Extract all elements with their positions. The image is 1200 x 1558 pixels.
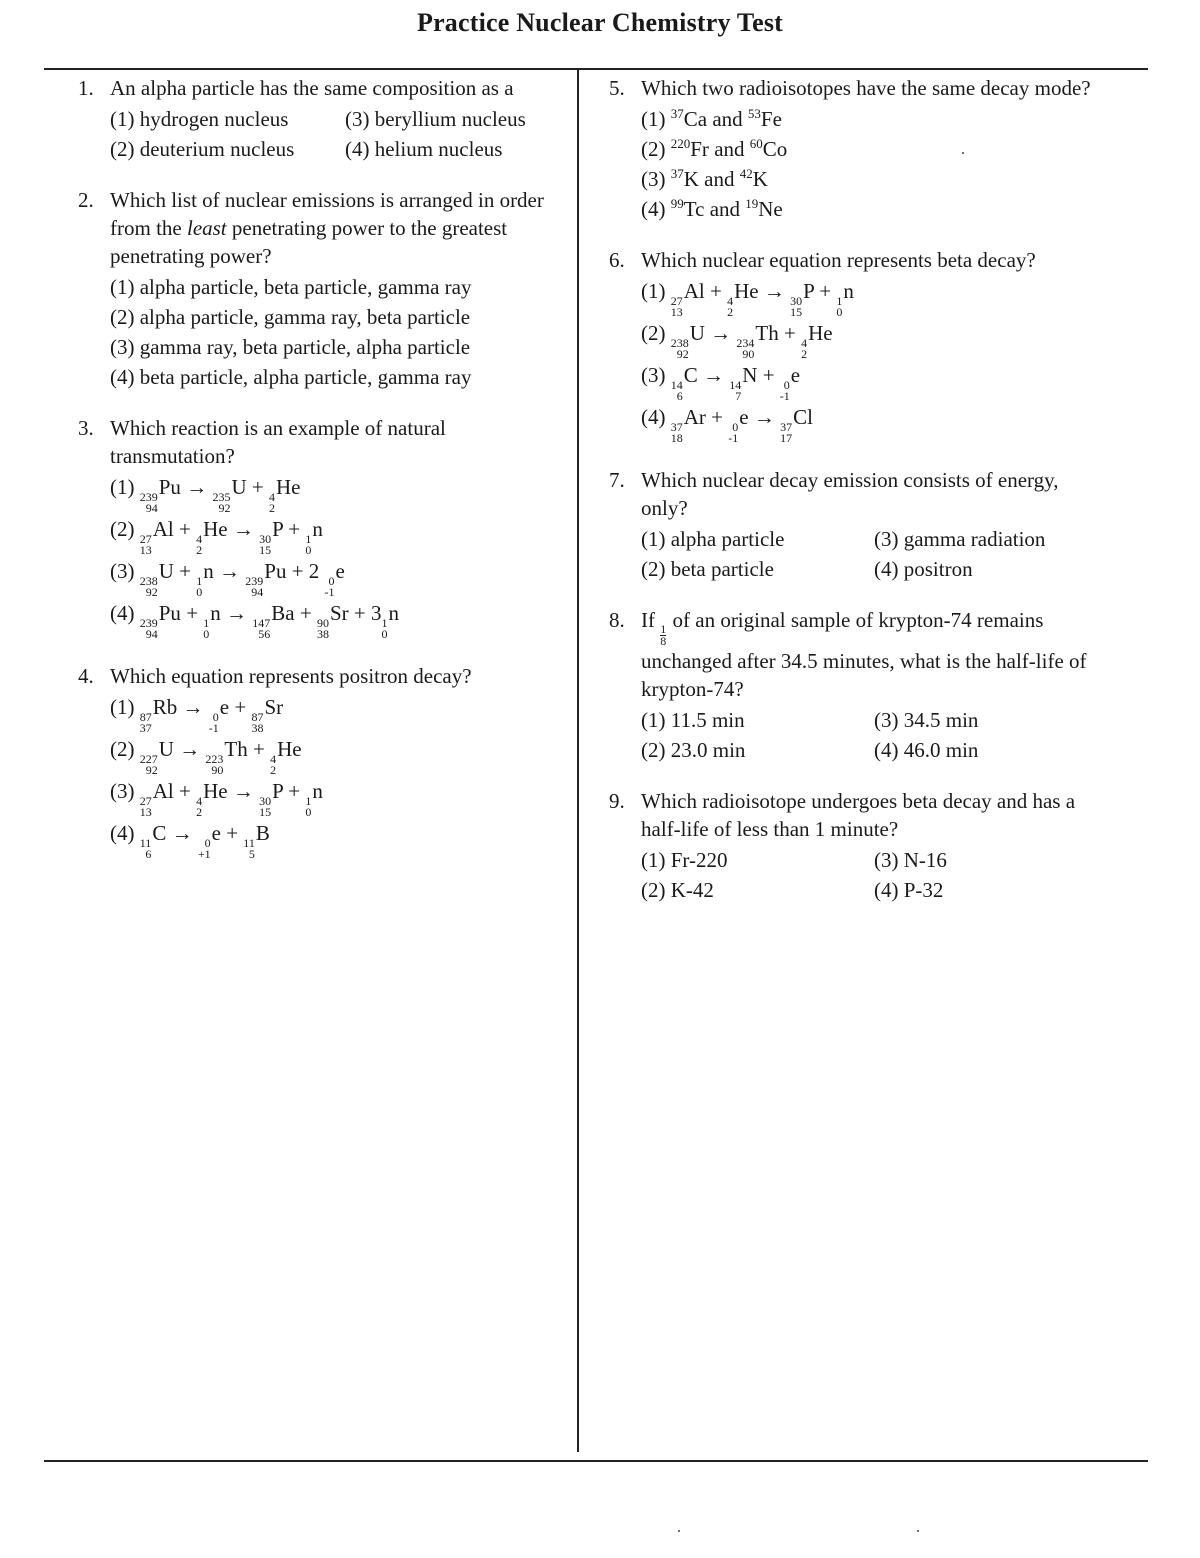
- question-number: 6.: [609, 248, 625, 272]
- answer-option: (1) hydrogen nucleus: [110, 107, 289, 131]
- question-3: [78, 414, 570, 640]
- isotope-notation: 1 0: [196, 574, 203, 599]
- isotope-notation: 234 90: [736, 336, 755, 361]
- option-label: (2): [110, 737, 135, 761]
- option-label: (3): [110, 559, 135, 583]
- answer-option: (2) K-42: [641, 878, 714, 902]
- question-number: 5.: [609, 76, 625, 100]
- element-symbol: He: [275, 475, 301, 499]
- answer-options: [641, 705, 1109, 765]
- question-7: [609, 466, 1109, 584]
- element-symbol: N: [742, 363, 758, 387]
- question-4: [78, 662, 570, 860]
- isotope-notation: 1 0: [305, 794, 312, 819]
- element-symbol: Sr: [264, 695, 284, 719]
- isotope-notation: 1 0: [305, 532, 312, 557]
- element-symbol: He: [808, 321, 833, 345]
- conjunction: and: [714, 137, 745, 161]
- option-label: (4): [110, 821, 135, 845]
- question-6: [609, 246, 1109, 444]
- mass-number: 37: [670, 106, 684, 121]
- answer-option: (1) 239 94 Pu → 235 92 U + 4 2 He: [110, 475, 301, 515]
- question-number: 7.: [609, 468, 625, 492]
- answer-option: (3) beryllium nucleus: [345, 107, 526, 131]
- element-symbol: U: [158, 559, 174, 583]
- isotope-notation: 14 7: [729, 378, 742, 403]
- question-text-part: of an original sample of krypton-74 remains unchanged after 34.5 minutes, what is the half-life of krypton-74?: [641, 608, 1087, 701]
- left-column: [78, 74, 570, 882]
- element-symbol: P: [272, 779, 283, 803]
- isotope-notation: 37 18: [670, 420, 683, 445]
- answer-option: (1) Fr-220: [641, 848, 728, 872]
- question-text-part: penetrating power to the greatest penetrating power?: [110, 216, 508, 268]
- mass-number: 60: [749, 136, 763, 151]
- isotope-notation: 87 37: [139, 710, 152, 735]
- isotope-notation: 0 -1: [324, 574, 335, 599]
- element-symbol: U: [231, 475, 247, 499]
- mass-number: 37: [670, 166, 684, 181]
- isotope-notation: 1 0: [203, 616, 210, 641]
- element-symbol: C: [683, 363, 698, 387]
- answer-option: (4) beta particle, alpha particle, gamma ray: [110, 365, 472, 389]
- isotope-notation: 4 2: [270, 752, 277, 777]
- question-number: 8.: [609, 608, 625, 632]
- question-text: Which radioisotope undergoes beta decay and has a half-life of less than 1 minute?: [641, 789, 1076, 841]
- answer-option: (2) beta particle: [641, 557, 774, 581]
- isotope-notation: 27 13: [139, 794, 152, 819]
- question-text-part: Which list of nuclear emissions is arranged in order from the: [110, 188, 544, 240]
- element-symbol: n: [843, 279, 854, 303]
- isotope-notation: 11 5: [243, 836, 255, 861]
- answer-option: (3) gamma ray, beta particle, alpha particle: [110, 335, 471, 359]
- isotope-notation: 0 +1: [197, 836, 211, 861]
- answer-option: (4) 37 18 Ar + 0 -1 e → 37 17 Cl: [641, 405, 813, 445]
- answer-options: [641, 276, 1109, 444]
- isotope-notation: 239 94: [139, 616, 158, 641]
- element-symbol: Pu: [158, 475, 181, 499]
- isotope-notation: 239 94: [245, 574, 264, 599]
- answer-option: (2) 23.0 min: [641, 738, 746, 762]
- element-symbol: K: [683, 167, 699, 191]
- question-text: Which equation represents positron decay?: [110, 664, 472, 688]
- answer-option: (1) 27 13 Al + 4 2 He → 30 15 P + 1 0 n: [641, 279, 854, 319]
- element-symbol: e: [790, 363, 801, 387]
- isotope-notation: 0 -1: [728, 420, 739, 445]
- element-symbol: C: [152, 821, 167, 845]
- answer-option: (2) 227 92 U → 223 90 Th + 4 2 He: [110, 737, 302, 777]
- conjunction: and: [709, 197, 741, 221]
- isotope-notation: 0 -1: [779, 378, 790, 403]
- element-symbol: He: [203, 517, 228, 541]
- element-symbol: n: [312, 779, 323, 803]
- isotope-notation: 30 15: [259, 794, 272, 819]
- isotope-notation: 37 17: [780, 420, 793, 445]
- scan-speck: [962, 152, 964, 154]
- mass-number: 19: [745, 196, 759, 211]
- element-symbol: B: [255, 821, 270, 845]
- isotope-notation: 90 38: [316, 616, 329, 641]
- coefficient: 2: [308, 559, 320, 583]
- question-number: 3.: [78, 416, 94, 440]
- answer-option: (4) P-32: [874, 878, 944, 902]
- element-symbol: U: [158, 737, 174, 761]
- option-label: (3): [641, 363, 666, 387]
- answer-option: (4) helium nucleus: [345, 137, 503, 161]
- question-5: [609, 74, 1109, 224]
- scan-speck: [678, 1530, 680, 1532]
- isotope-notation: 147 56: [252, 616, 271, 641]
- element-symbol: Al: [683, 279, 705, 303]
- element-symbol: e: [219, 695, 230, 719]
- isotope-notation: 235 92: [212, 490, 231, 515]
- element-symbol: He: [203, 779, 228, 803]
- element-symbol: Al: [152, 517, 174, 541]
- question-text: Which nuclear equation represents beta decay?: [641, 248, 1036, 272]
- element-symbol: Pu: [158, 601, 181, 625]
- question-1: [78, 74, 570, 164]
- option-label: (2): [641, 137, 666, 161]
- isotope-notation: 238 92: [670, 336, 689, 361]
- element-symbol: He: [734, 279, 759, 303]
- element-symbol: Rb: [152, 695, 178, 719]
- element-symbol: Cl: [793, 405, 813, 429]
- element-symbol: Ba: [271, 601, 295, 625]
- isotope-notation: 1 0: [381, 616, 388, 641]
- element-symbol: Th: [755, 321, 779, 345]
- right-column: [609, 74, 1109, 927]
- question-text: Which two radioisotopes have the same decay mode?: [641, 76, 1091, 100]
- isotope-notation: 4 2: [268, 490, 275, 515]
- answer-option: (2) alpha particle, gamma ray, beta particle: [110, 305, 471, 329]
- isotope-notation: 223 90: [205, 752, 224, 777]
- page-title: Practice Nuclear Chemistry Test: [416, 8, 783, 37]
- question-text-part: If: [641, 608, 661, 632]
- answer-option: [641, 104, 1109, 134]
- answer-option: (4) 11 6 C → 0 +1 e + 11 5 B: [110, 821, 270, 861]
- column-divider: [577, 70, 579, 1452]
- mass-number: 42: [739, 166, 753, 181]
- element-symbol: Pu: [264, 559, 287, 583]
- isotope-notation: 27 13: [139, 532, 152, 557]
- element-symbol: n: [210, 601, 221, 625]
- question-text: [641, 606, 1109, 703]
- question-number: 9.: [609, 789, 625, 813]
- isotope-notation: 0 -1: [208, 710, 219, 735]
- option-label: (4): [641, 405, 666, 429]
- coefficient: 3: [370, 601, 382, 625]
- element-symbol: Ne: [758, 197, 783, 221]
- isotope-notation: 27 13: [670, 294, 683, 319]
- conjunction: and: [712, 107, 743, 131]
- element-symbol: e: [739, 405, 749, 429]
- element-symbol: e: [335, 559, 345, 583]
- isotope-notation: 30 15: [790, 294, 803, 319]
- answer-option: (2) 238 92 U → 234 90 Th + 4 2 He: [641, 321, 833, 361]
- option-label: (2): [641, 321, 666, 345]
- option-label: (1): [641, 107, 666, 131]
- answer-option: [641, 194, 1109, 224]
- question-2: [78, 186, 570, 392]
- answer-option: (1) alpha particle: [641, 527, 785, 551]
- isotope-notation: 239 94: [139, 490, 158, 515]
- isotope-notation: 4 2: [727, 294, 734, 319]
- element-symbol: U: [689, 321, 705, 345]
- answer-options: [110, 272, 570, 392]
- question-number: 4.: [78, 664, 94, 688]
- scan-speck: [917, 1530, 919, 1532]
- answer-option: (3) 34.5 min: [874, 708, 979, 732]
- answer-option: (3) gamma radiation: [874, 527, 1046, 551]
- answer-options: [110, 104, 570, 164]
- answer-option: [641, 134, 1109, 164]
- answer-option: (4) 46.0 min: [874, 738, 979, 762]
- element-symbol: Sr: [329, 601, 349, 625]
- answer-option: (3) 14 6 C → 14 7 N + 0 -1 e: [641, 363, 801, 403]
- element-symbol: e: [211, 821, 221, 845]
- mass-number: 99: [670, 196, 684, 211]
- element-symbol: Co: [762, 137, 788, 161]
- option-label: (4): [110, 601, 135, 625]
- answer-options: [641, 104, 1109, 224]
- element-symbol: Ar: [683, 405, 706, 429]
- element-symbol: P: [803, 279, 814, 303]
- question-text: [110, 186, 570, 270]
- element-symbol: Fe: [760, 107, 782, 131]
- answer-options: [110, 472, 570, 640]
- isotope-notation: 1 0: [836, 294, 843, 319]
- question-number: 1.: [78, 76, 94, 100]
- element-symbol: He: [277, 737, 302, 761]
- answer-option: (4) positron: [874, 557, 973, 581]
- answer-option: (1) 11.5 min: [641, 708, 745, 732]
- isotope-notation: 4 2: [801, 336, 808, 361]
- answer-option: (1) alpha particle, beta particle, gamma ray: [110, 275, 472, 299]
- mass-number: 220: [670, 136, 691, 151]
- answer-options: [641, 845, 1109, 905]
- isotope-notation: 87 38: [251, 710, 264, 735]
- bottom-rule: [44, 1460, 1148, 1462]
- question-text: An alpha particle has the same composition as a: [110, 76, 514, 100]
- emphasis-text: least: [186, 216, 227, 240]
- answer-option: (3) 27 13 Al + 4 2 He → 30 15 P + 1 0 n: [110, 779, 323, 819]
- fraction: $\frac{1}{8}$: [660, 622, 667, 648]
- element-symbol: n: [203, 559, 214, 583]
- mass-number: 53: [747, 106, 761, 121]
- option-label: (4): [641, 197, 666, 221]
- isotope-notation: 227 92: [139, 752, 158, 777]
- option-label: (2): [110, 517, 135, 541]
- answer-options: [641, 524, 1109, 584]
- option-label: (1): [110, 475, 135, 499]
- option-label: (1): [641, 279, 666, 303]
- option-label: (3): [110, 779, 135, 803]
- conjunction: and: [704, 167, 735, 191]
- isotope-notation: 238 92: [139, 574, 158, 599]
- option-label: (3): [641, 167, 666, 191]
- element-symbol: Tc: [683, 197, 705, 221]
- question-8: [609, 606, 1109, 765]
- answer-option: (3) N-16: [874, 848, 947, 872]
- top-rule: [44, 68, 1148, 70]
- answer-options: [110, 692, 570, 860]
- isotope-notation: 4 2: [196, 794, 203, 819]
- question-text: Which reaction is an example of natural transmutation?: [110, 416, 446, 468]
- element-symbol: Ca: [683, 107, 708, 131]
- element-symbol: K: [752, 167, 768, 191]
- question-9: [609, 787, 1109, 905]
- element-symbol: Al: [152, 779, 174, 803]
- element-symbol: n: [312, 517, 323, 541]
- question-number: 2.: [78, 188, 94, 212]
- answer-option: (3) 238 92 U + 1 0 n → 239 94 Pu + 2 0 -1 e: [110, 559, 345, 599]
- element-symbol: Fr: [690, 137, 709, 161]
- isotope-notation: 11 6: [139, 836, 152, 861]
- element-symbol: Th: [224, 737, 248, 761]
- element-symbol: P: [272, 517, 283, 541]
- isotope-notation: 4 2: [196, 532, 203, 557]
- element-symbol: n: [388, 601, 399, 625]
- answer-option: (4) 239 94 Pu + 1 0 n → 147 56 Ba + 90 38 Sr + 3 1 0 n: [110, 601, 399, 641]
- answer-option: (1) 87 37 Rb → 0 -1 e + 87 38 Sr: [110, 695, 284, 735]
- question-text: Which nuclear decay emission consists of energy, only?: [641, 468, 1059, 520]
- answer-option: [641, 164, 1109, 194]
- answer-option: (2) deuterium nucleus: [110, 137, 295, 161]
- isotope-notation: 14 6: [670, 378, 683, 403]
- option-label: (1): [110, 695, 135, 719]
- answer-option: (2) 27 13 Al + 4 2 He → 30 15 P + 1 0 n: [110, 517, 323, 557]
- isotope-notation: 30 15: [259, 532, 272, 557]
